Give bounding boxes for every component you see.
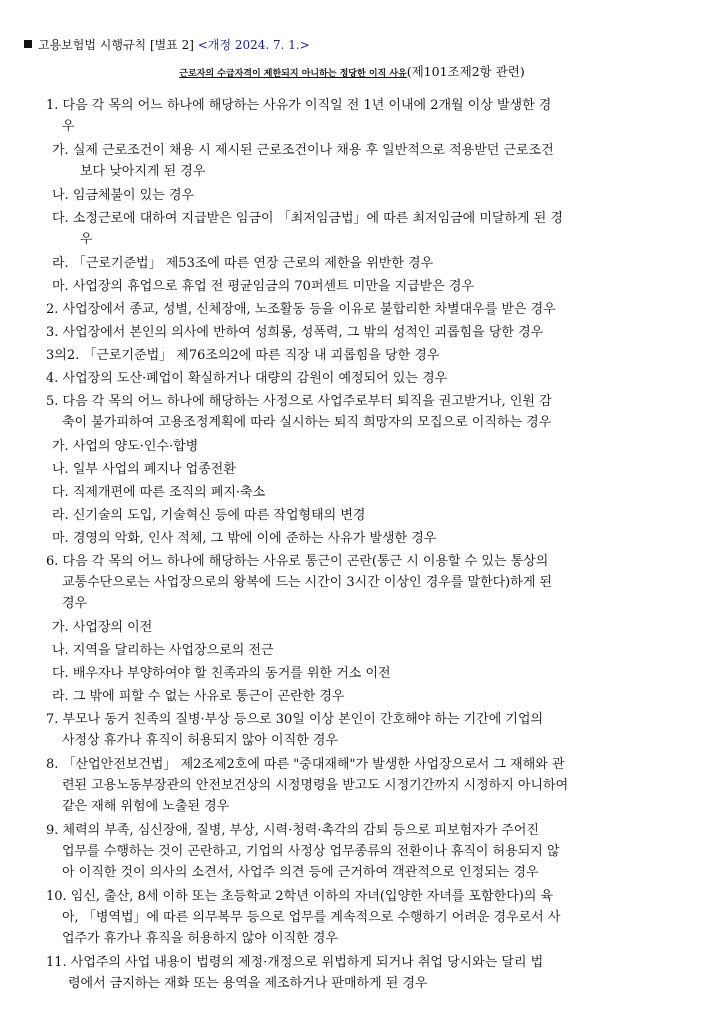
text-line: 1. 다음 각 목의 어느 하나에 해당하는 사유가 이직일 전 1년 이내에 2개월 이상 발생한 경 (46, 98, 552, 113)
title-main: 근로자의 수급자격이 제한되지 아니하는 정당한 이직 사유 (179, 69, 407, 79)
text-line: 9. 체력의 부족, 심신장애, 질병, 부상, 시력·청력·촉각의 감퇴 등으로 피보험자가 주어진 (46, 823, 539, 838)
text-line: 가. 사업의 양도·인수·합병 (52, 439, 199, 454)
text-line: 사정상 휴가나 휴직이 허용되지 않아 이직한 경우 (62, 733, 338, 748)
text-line: 7. 부모나 동거 친족의 질병·부상 등으로 30일 이상 본인이 간호해야 하는 기간에 기업의 (46, 712, 544, 727)
text-line: 령에서 금지하는 재화 또는 용역을 제조하거나 판매하게 된 경우 (68, 976, 428, 991)
square-bullet-icon (24, 40, 32, 48)
text-line: 다. 배우자나 부양하여야 할 친족과의 동거를 위한 거소 이전 (52, 666, 391, 681)
text-line: 라. 신기술의 도입, 기술혁신 등에 따른 작업형태의 변경 (52, 508, 366, 523)
text-line: 나. 일부 사업의 폐지나 업종전환 (52, 462, 236, 477)
text-line: 가. 사업장의 이전 (52, 620, 153, 635)
law-label: 고용보험법 시행규칙 [별표 2] (38, 38, 194, 52)
text-line: 교통수단으로는 사업장으로의 왕복에 드는 시간이 3시간 이상인 경우를 말한다)하게 된 (62, 575, 553, 590)
text-line: 11. 사업주의 사업 내용이 법령의 제정·개정으로 위법하게 되거나 취업 당시와는 달리 법 (46, 955, 544, 970)
text-line: 라. 「근로기준법」 제53조에 따른 연장 근로의 제한을 위반한 경우 (52, 256, 434, 271)
text-line: 다. 소정근로에 대하여 지급받은 임금이 「최저임금법」에 따른 최저임금에 미달하게 된 경 (52, 211, 563, 226)
text-line: 다. 직제개편에 따른 조직의 폐지·축소 (52, 485, 266, 500)
text-line: 업주가 휴가나 휴직을 허용하지 않아 이직한 경우 (62, 931, 338, 946)
document-header (24, 36, 310, 53)
text-line: 보다 낮아지게 된 경우 (80, 164, 206, 179)
title-reference: (제101조제2항 관련) (406, 64, 525, 79)
text-line: 련된 고용노동부장관의 안전보건상의 시정명령을 받고도 시정기간까지 시정하지 아니하여 (62, 778, 569, 793)
revision-date: <개정 2024. 7. 1.> (197, 38, 310, 52)
text-line: 5. 다음 각 목의 어느 하나에 해당하는 사정으로 사업주로부터 퇴직을 권고받거나, 인원 감 (46, 394, 552, 409)
text-line: 업무를 수행하는 것이 곤란하고, 기업의 사정상 업무종류의 전환이나 휴직이 허용되지 않 (62, 844, 560, 859)
text-line: 3의2. 「근로기준법」 제76조의2에 따른 직장 내 괴롭힘을 당한 경우 (46, 348, 440, 363)
text-line: 가. 실제 근로조건이 채용 시 제시된 근로조건이나 채용 후 일반적으로 적용받던 근로조건 (52, 143, 554, 158)
text-line: 8. 「산업안전보건법」 제2조제2호에 따른 "중대재해"가 발생한 사업장으로서 그 재해와 관 (46, 757, 565, 772)
text-line: 마. 경영의 악화, 인사 적체, 그 밖에 이에 준하는 사유가 발생한 경우 (52, 531, 437, 546)
text-line: 우 (80, 232, 93, 247)
document-title (0, 62, 704, 80)
text-line: 마. 사업장의 휴업으로 휴업 전 평균임금의 70퍼센트 미만을 지급받은 경우 (52, 279, 475, 294)
text-line: 나. 지역을 달리하는 사업장으로의 전근 (52, 643, 274, 658)
text-line: 아 이직한 것이 의사의 소견서, 사업주 의견 등에 근거하여 객관적으로 인정되는 경우 (62, 865, 539, 880)
text-line: 라. 그 밖에 피할 수 없는 사유로 통근이 곤란한 경우 (52, 689, 345, 704)
text-line: 같은 재해 위험에 노출된 경우 (62, 799, 230, 814)
text-line: 10. 임신, 출산, 8세 이하 또는 초등학교 2학년 이하의 자녀(입양한 자녀를 포함한다)의 육 (46, 889, 554, 904)
text-line: 나. 임금체불이 있는 경우 (52, 188, 195, 203)
text-line: 아, 「병역법」에 따른 의무복무 등으로 업무를 계속적으로 수행하기 어려운 경우로서 사 (62, 910, 561, 925)
text-line: 4. 사업장의 도산·폐업이 확실하거나 대량의 감원이 예정되어 있는 경우 (46, 371, 448, 386)
text-line: 우 (62, 119, 75, 134)
text-line: 2. 사업장에서 종교, 성별, 신체장애, 노조활동 등을 이유로 불합리한 차별대우를 받은 경우 (46, 302, 556, 317)
text-line: 6. 다음 각 목의 어느 하나에 해당하는 사유로 통근이 곤란(통근 시 이용할 수 있는 통상의 (46, 554, 549, 569)
text-line: 축이 불가피하여 고용조정계획에 따라 실시하는 퇴직 희망자의 모집으로 이직하는 경우 (62, 415, 552, 430)
text-line: 3. 사업장에서 본인의 의사에 반하여 성희롱, 성폭력, 그 밖의 성적인 괴롭힘을 당한 경우 (46, 325, 544, 340)
text-line: 경우 (62, 596, 88, 611)
